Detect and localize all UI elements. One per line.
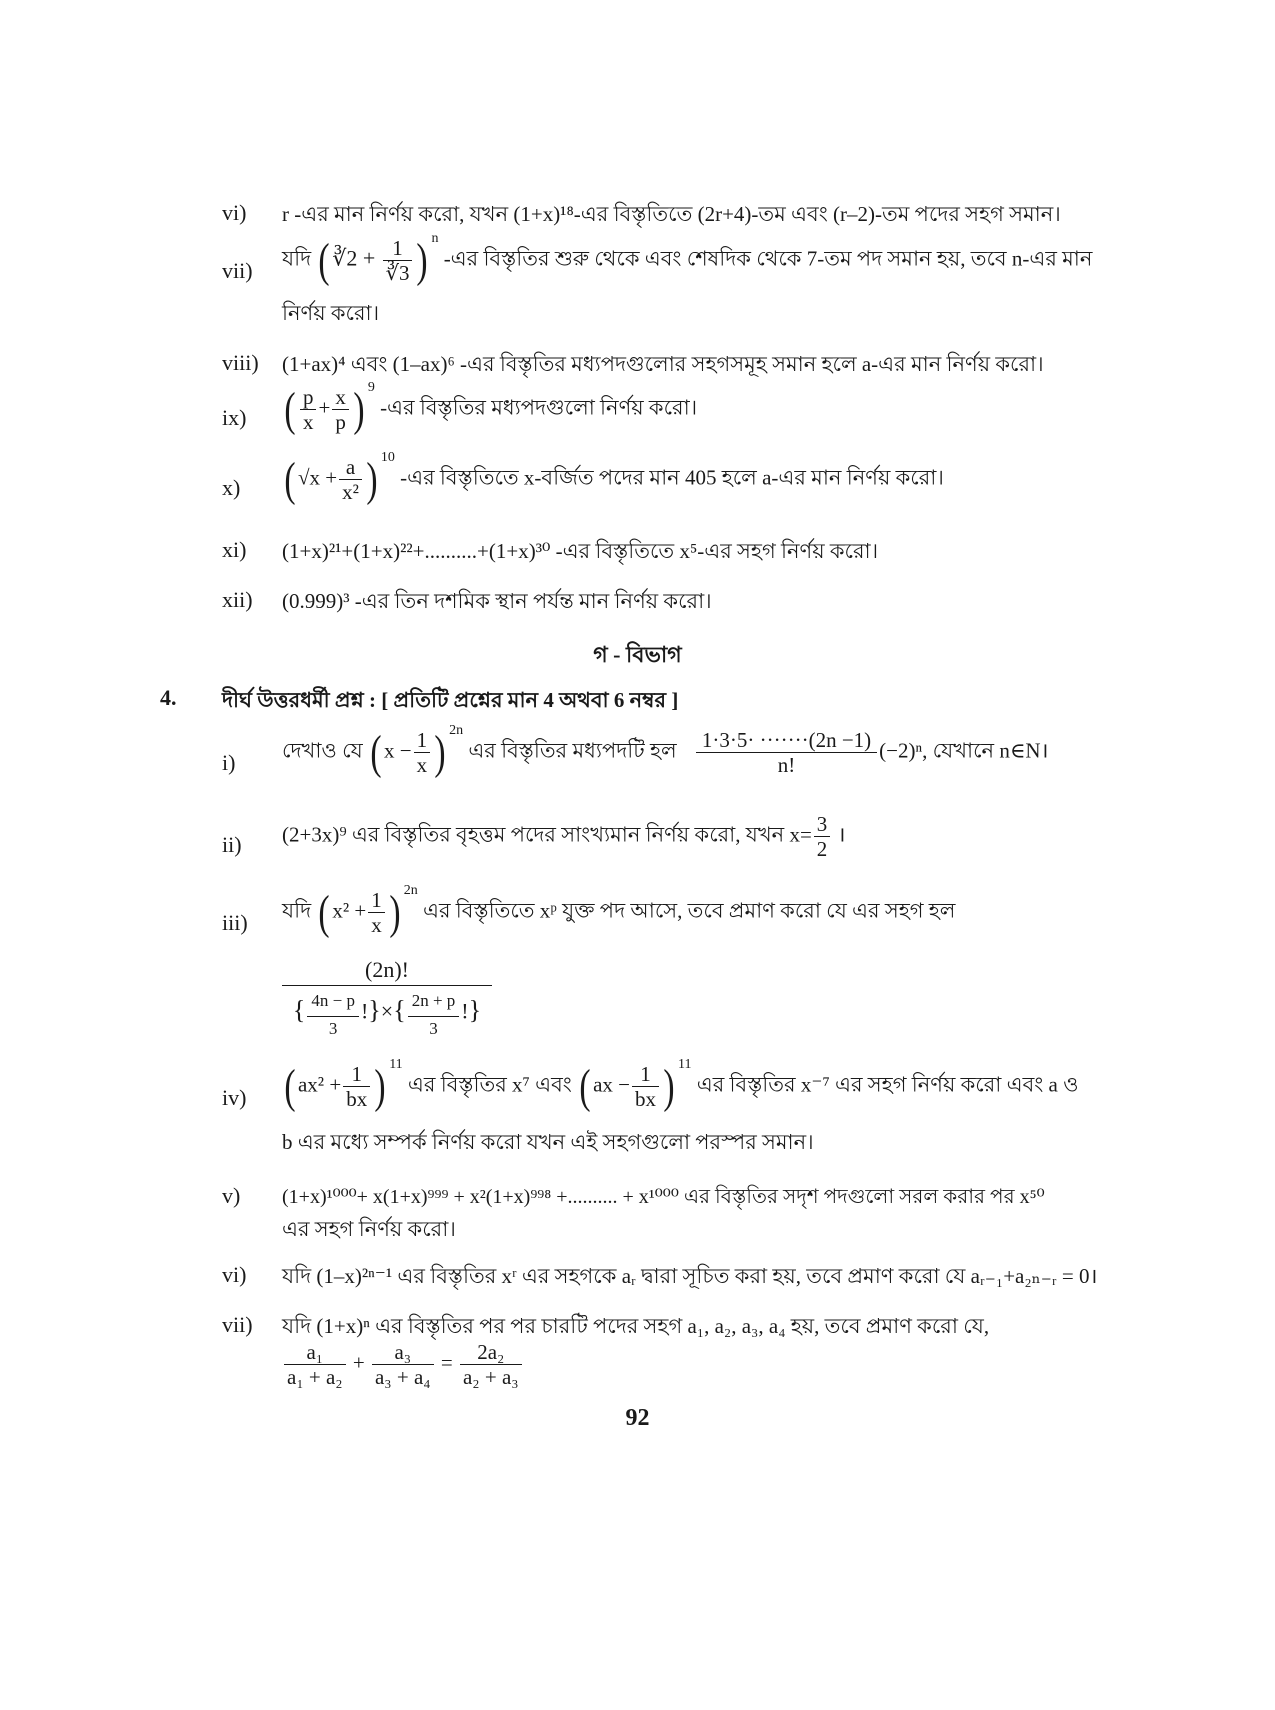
q3-vii-text: যদি ( ∛2 + $\frac{1}{∛3}$ ) $^n$ -এর বিস্তৃতির শুরু থেকে এবং শেষদিক থেকে 7-তম পদ সমান হয়, তবে n-এর মান [282, 231, 1093, 287]
q4-vii-label: vii) [222, 1312, 253, 1337]
q3-vi-label: vi) [222, 200, 247, 225]
section-heading: গ - বিভাগ [593, 642, 682, 667]
q4-v-label: v) [222, 1183, 241, 1208]
q3-xii-label: xii) [222, 587, 253, 612]
q3-xii-text: (0.999)³ -এর তিন দশমিক স্থান পর্যন্ত মান নির্ণয় করো। [282, 589, 712, 613]
q3-x-label: x) [222, 475, 241, 500]
q4-i-label: i) [222, 750, 236, 775]
q3-ix-label: ix) [222, 405, 247, 430]
q3-xi-text: (1+x)²¹+(1+x)²²+..........+(1+x)³⁰ -এর বিস্তৃতিতে x⁵-এর সহগ নির্ণয় করো। [282, 539, 879, 563]
q4-vii-formula: $\frac{\text{a₁}}{\text{a₁ + a₂}}$ + $\frac{\text{a₃}}{\text{a₃ + a₄}}$ = $\frac{\text{2a₂}}{\text{a₂ + a₃}}$ [282, 1340, 1162, 1389]
q3-x-text: ( √x + $\frac{a}{\text{x²}}$ ) $^{10}$ -এর বিস্তৃতিতে x-বর্জিত পদের মান 405 হলে a-এর মান নির্ণয় করো। [284, 450, 944, 506]
q4-i-text: দেখাও যে ( x − $\frac{1}{x}$ ) $^{2n}$ এর বিস্তৃতির মধ্যপদটি হল $\frac{1\cdot 3\cdot 5\cdot \cdot\cdot\cdot\cdot\cdot\cdot\cdot(2n -1)}{n!}$ (−2)ⁿ, যেখানে n∈N। [282, 723, 1049, 779]
q3-vii-label: vii) [222, 258, 253, 283]
q4-ii-text: (2+3x)⁹ এর বিস্তৃতির বৃহত্তম পদের সাংখ্যমান নির্ণয় করো, যখন x= $\frac{3}{2}$ । [282, 812, 846, 861]
q3-viii-text: (1+ax)⁴ এবং (1–ax)⁶ -এর বিস্তৃতির মধ্যপদগুলোর সহগসমূহ সমান হলে a-এর মান নির্ণয় করো। [282, 352, 1044, 376]
q4-vi-text: যদি (1–x)²ⁿ⁻¹ এর বিস্তৃতির xʳ এর সহগকে aᵣ দ্বারা সূচিত করা হয়, তবে প্রমাণ করো যে aᵣ₋₁+a₂ₙ₋ᵣ = 0। [282, 1264, 1098, 1288]
q3-viii-label: viii) [222, 350, 259, 375]
q4-iv-label: iv) [222, 1085, 247, 1110]
q4-iii-formula: (2n)! { $\frac{4n - p}{3}$ !}×{ $\frac{2n + p}{3}$ !} [282, 955, 492, 1041]
q4-v-cont: এর সহগ নির্ণয় করো। [282, 1217, 456, 1241]
q4-number: 4. [160, 685, 177, 710]
q3-vi-text: r -এর মান নির্ণয় করো, যখন (1+x)¹⁸-এর বিস্তৃতিতে (2r+4)-তম এবং (r–2)-তম পদের সহগ সমান। [282, 202, 1061, 226]
q4-iv-text: ( ax² + $\frac{1}{bx}$ ) $^{11}$ এর বিস্তৃতির x⁷ এবং ( ax − $\frac{1}{bx}$ ) $^{11}$ এর বিস্তৃতির x⁻⁷ এর সহগ নির্ণয় করো এবং a ও [284, 1057, 1079, 1113]
q4-iii-label: iii) [222, 910, 248, 935]
q4-ii-label: ii) [222, 832, 242, 857]
q4-heading: দীর্ঘ উত্তরধর্মী প্রশ্ন : [ প্রতিটি প্রশ্নের মান 4 অথবা 6 নম্বর ] [222, 688, 679, 712]
q3-ix-text: ( $\frac{p}{x}$ + $\frac{x}{p}$ ) $^9$ -এর বিস্তৃতির মধ্যপদগুলো নির্ণয় করো। [284, 380, 698, 436]
q3-vii-cont: নির্ণয় করো। [282, 301, 380, 325]
q4-iii-text: যদি ( x² + $\frac{1}{x}$ ) $^{2n}$ এর বিস্তৃতিতে xᵖ যুক্ত পদ আসে, তবে প্রমাণ করো যে এর সহগ হল [282, 883, 956, 939]
q4-vi-label: vi) [222, 1262, 247, 1287]
q4-iv-cont: b এর মধ্যে সম্পর্ক নির্ণয় করো যখন এই সহগগুলো পরস্পর সমান। [282, 1130, 814, 1154]
q3-xi-label: xi) [222, 537, 247, 562]
q4-v-text: (1+x)¹⁰⁰⁰+ x(1+x)⁹⁹⁹ + x²(1+x)⁹⁹⁸ +.......... + x¹⁰⁰⁰ এর বিস্তৃতির সদৃশ পদগুলো সরল করার পর x⁵⁰ [282, 1186, 1045, 1208]
q4-vii-text: যদি (1+x)ⁿ এর বিস্তৃতির পর পর চারটি পদের সহগ a₁, a₂, a₃, a₄ হয়, তবে প্রমাণ করো যে, [282, 1314, 990, 1338]
page-number: 92 [625, 1405, 650, 1431]
